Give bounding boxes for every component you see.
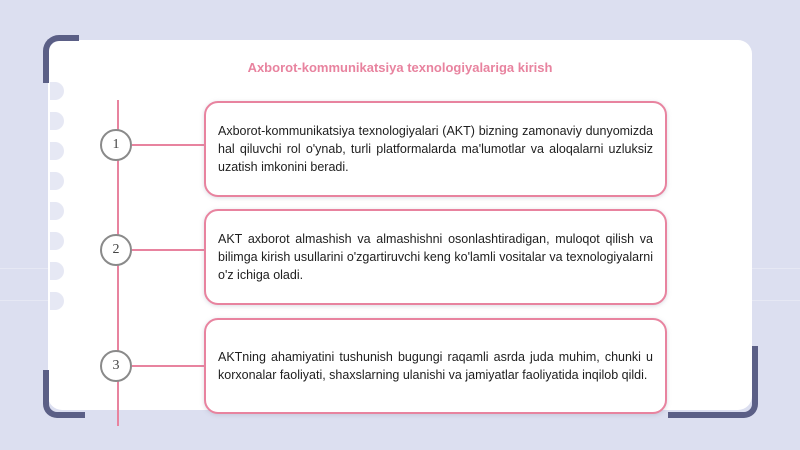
step-number-3: 3: [100, 350, 132, 382]
frame-corner-bottom-left: [43, 370, 85, 418]
timeline-connector: [132, 365, 204, 367]
step-number-2: 2: [100, 234, 132, 266]
timeline-item-text: Axborot-kommunikatsiya texnologiyalari (AKT) bizning zamonaviy dunyomizda hal qiluvchi rol o'ynab, turli platformalarda ma'lumotlar va aloqalarni uzluksiz uzatish imkonini beradi.: [218, 124, 653, 174]
timeline-item-2: [204, 209, 667, 305]
timeline-item-3: [204, 318, 667, 414]
slide-title: Axborot-kommunikatsiya texnologiyalariga kirish: [247, 60, 553, 75]
frame-corner-bottom-right: [668, 346, 758, 418]
timeline-connector: [132, 144, 204, 146]
step-number-1: 1: [100, 129, 132, 161]
timeline-item-text: AKT axborot almashish va almashishni osonlashtiradigan, muloqot qilish va bilimga kirish usullarini o'zgartiruvchi keng ko'lamli vositalar va texnologiyalarni o'z ichiga oladi.: [218, 232, 653, 282]
timeline-connector: [132, 249, 204, 251]
timeline-item-1: [204, 101, 667, 197]
frame-corner-top-left: [43, 35, 79, 83]
timeline-item-text: AKTning ahamiyatini tushunish bugungi raqamli asrda juda muhim, chunki u korxonalar faoliyati, shaxslarning ulanishi va jamiyatlar faoliyatida inqilob qildi.: [218, 350, 653, 382]
